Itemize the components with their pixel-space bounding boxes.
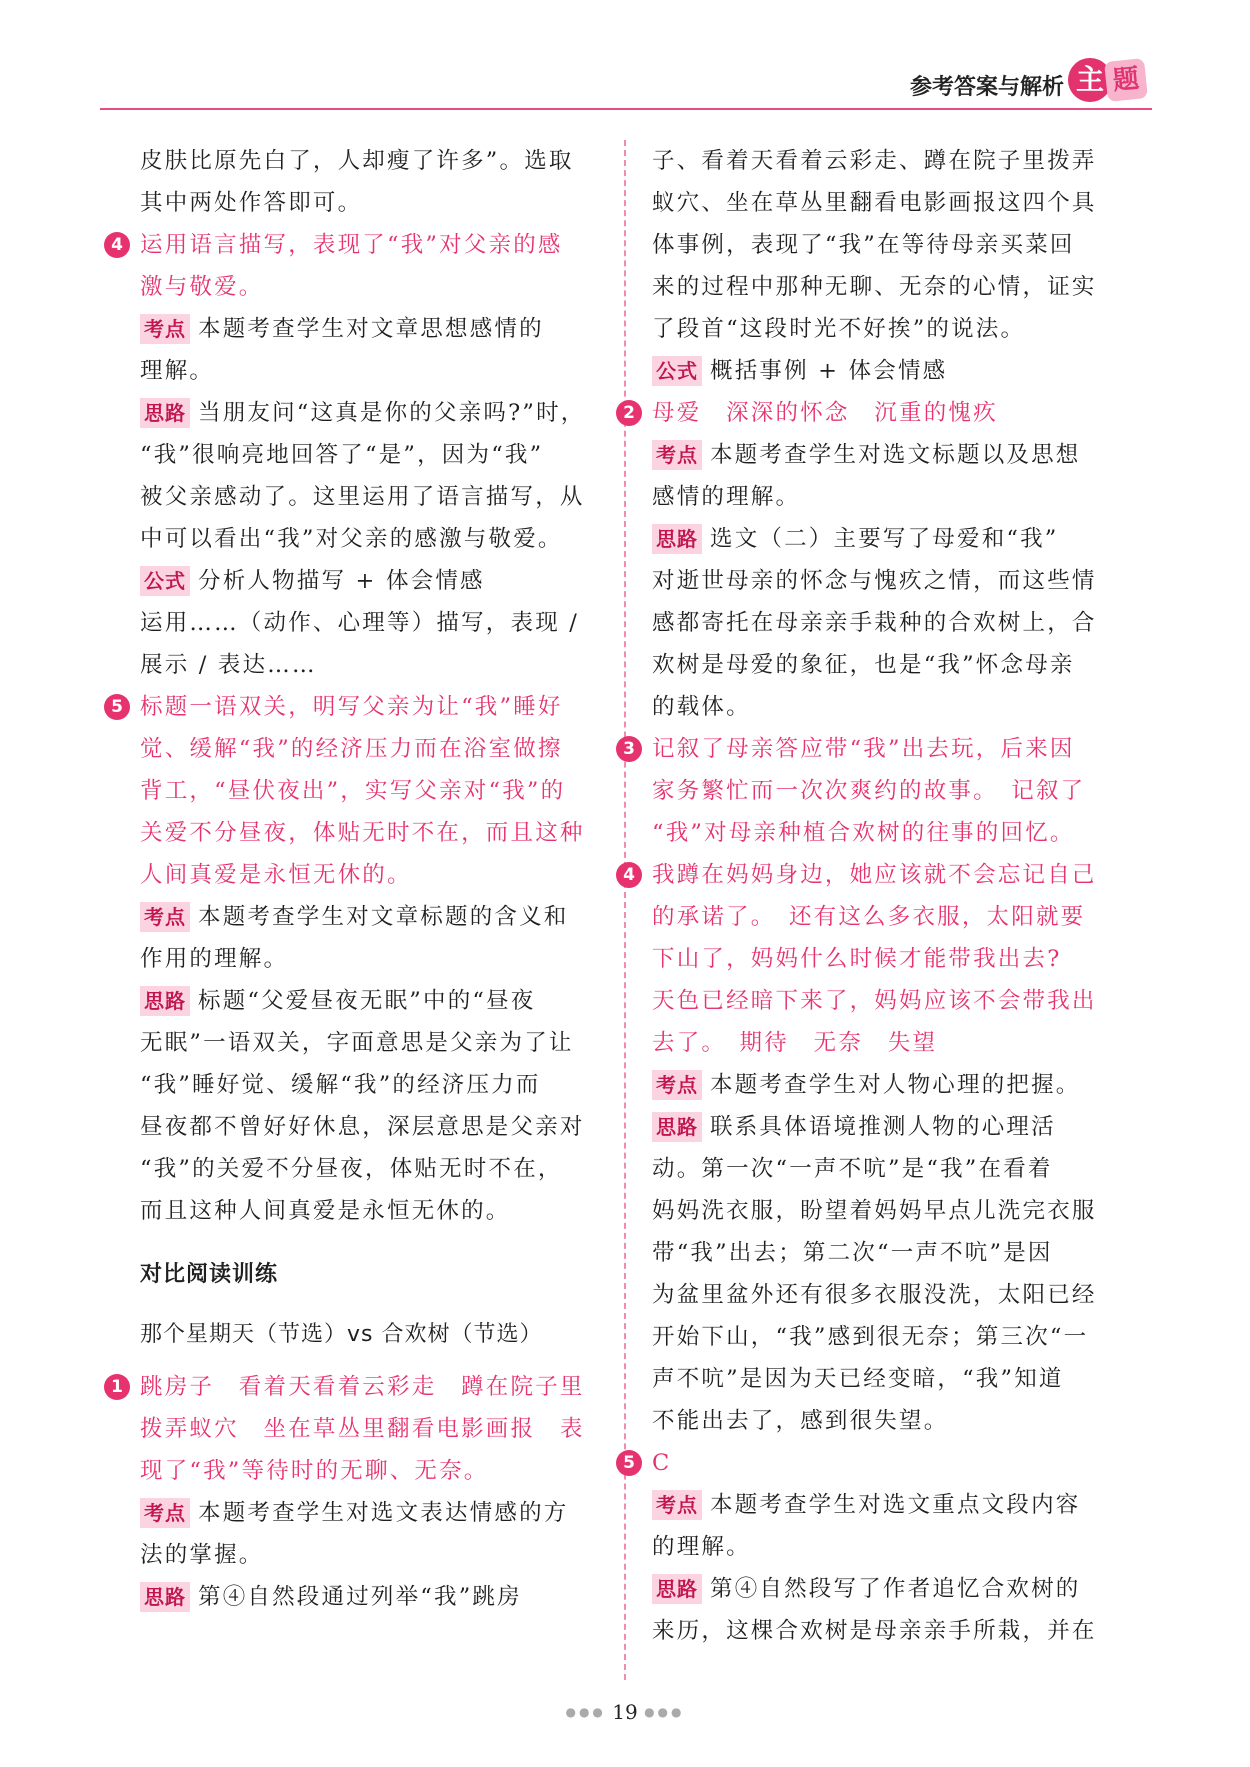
text-line: 展示 / 表达…… — [140, 652, 317, 678]
kaodian-tag: 考点 — [140, 902, 190, 932]
text-line: 来历，这棵合欢树是母亲亲手所栽，并在 — [652, 1618, 1097, 1644]
text-line: “我”的关爱不分昼夜，体贴无时不在， — [140, 1156, 563, 1182]
kaodian-tag: 考点 — [652, 1490, 702, 1520]
badge-left: 主 — [1068, 58, 1112, 102]
answer-4: 4 我蹲在妈妈身边，她应该就不会忘记自己 — [652, 854, 1152, 896]
page-number-value: 19 — [612, 1700, 638, 1724]
text-line: 声不吭”是因为天已经变暗，“我”知道 — [652, 1366, 1064, 1392]
text-line: 子、看着天看着云彩走、蹲在院子里拨弄 — [652, 148, 1097, 174]
kaodian-tag: 考点 — [140, 1498, 190, 1528]
answer-line: 的承诺了。 还有这么多衣服，太阳就要 — [652, 904, 1086, 930]
text-line: 妈妈洗衣服，盼望着妈妈早点儿洗完衣服 — [652, 1198, 1097, 1224]
silu: 思路 选文（二）主要写了母爱和“我” — [652, 518, 1152, 560]
text-line: 而且这种人间真爱是永恒无休的。 — [140, 1198, 511, 1224]
question-number-badge: 3 — [616, 736, 642, 762]
page-dots-right: ●●● — [644, 1705, 685, 1719]
text-line: 开始下山，“我”感到很无奈；第三次“一 — [652, 1324, 1089, 1350]
kaodian: 考点 本题考查学生对选文标题以及思想 — [652, 434, 1152, 476]
text-line: 的载体。 — [652, 694, 751, 720]
text-line: 皮肤比原先白了，人却瘦了许多”。选取 — [140, 148, 574, 174]
text-line: 的理解。 — [652, 1534, 751, 1560]
answer-4: 4 运用语言描写，表现了“我”对父亲的感 — [140, 224, 598, 266]
left-column — [111, 140, 598, 1618]
answer-5: 5 标题一语双关，明写父亲为让“我”睡好 — [140, 686, 598, 728]
badge-right: 题 — [1104, 58, 1148, 102]
text-line: 理解。 — [140, 358, 215, 384]
answer-3: 3 记叙了母亲答应带“我”出去玩，后来因 — [652, 728, 1152, 770]
text-line: 带“我”出去；第二次“一声不吭”是因 — [652, 1240, 1053, 1266]
answer-1: 1 跳房子 看着天看着云彩走 蹲在院子里 — [140, 1366, 598, 1408]
text-line: 感都寄托在母亲亲手栽种的合欢树上，合 — [652, 610, 1097, 636]
text-line: 无眠”一语双关，字面意思是父亲为了让 — [140, 1030, 574, 1056]
text-line: 了段首“这段时光不好挨”的说法。 — [652, 316, 1026, 342]
text-line: 动。第一次“一声不吭”是“我”在看着 — [652, 1156, 1053, 1182]
answer-line: 下山了，妈妈什么时候才能带我出去? — [652, 946, 1062, 972]
text-line: 昼夜都不曾好好休息，深层意思是父亲对 — [140, 1114, 585, 1140]
text-line: 来的过程中那种无聊、无奈的心情，证实 — [652, 274, 1097, 300]
header-rule — [100, 108, 1152, 110]
text-line: 为盆里盆外还有很多衣服没洗，太阳已经 — [652, 1282, 1097, 1308]
gongshi-tag: 公式 — [140, 566, 190, 596]
gongshi: 公式 概括事例 + 体会情感 — [652, 350, 1152, 392]
silu: 思路 第④自然段通过列举“我”跳房 — [140, 1576, 598, 1618]
page-number — [0, 1700, 1250, 1724]
text-line: “我”很响亮地回答了“是”，因为“我” — [140, 442, 544, 468]
gongshi: 公式 分析人物描写 + 体会情感 — [140, 560, 598, 602]
answer-line: “我”对母亲种植合欢树的往事的回忆。 — [652, 820, 1075, 846]
silu: 思路 联系具体语境推测人物的心理活 — [652, 1106, 1152, 1148]
question-number-badge: 5 — [616, 1450, 642, 1476]
silu-tag: 思路 — [140, 398, 190, 428]
question-number-badge: 5 — [104, 694, 130, 720]
kaodian-tag: 考点 — [140, 314, 190, 344]
silu-tag: 思路 — [652, 1574, 702, 1604]
section-title: 对比阅读训练 — [140, 1262, 279, 1287]
kaodian: 考点 本题考查学生对文章思想感情的 — [140, 308, 598, 350]
answer-line: 人间真爱是永恒无休的。 — [140, 862, 412, 888]
column-divider — [624, 140, 626, 1680]
topic-badge — [1068, 56, 1150, 104]
passage-title: 那个星期天（节选）vs 合欢树（节选） — [140, 1322, 543, 1347]
header-title: 参考答案与解析 — [909, 75, 1064, 100]
silu: 思路 第④自然段写了作者追忆合欢树的 — [652, 1568, 1152, 1610]
silu-tag: 思路 — [140, 986, 190, 1016]
silu-tag: 思路 — [140, 1582, 190, 1612]
answer-line: 拨弄蚁穴 坐在草丛里翻看电影画报 表 — [140, 1416, 585, 1442]
answer-line: 去了。 期待 无奈 失望 — [652, 1030, 938, 1056]
text-line: 不能出去了，感到很失望。 — [652, 1408, 949, 1434]
text-line: “我”睡好觉、缓解“我”的经济压力而 — [140, 1072, 541, 1098]
text-line: 体事例，表现了“我”在等待母亲买菜回 — [652, 232, 1075, 258]
question-number-badge: 4 — [104, 232, 130, 258]
kaodian-tag: 考点 — [652, 1070, 702, 1100]
kaodian: 考点 本题考查学生对选文重点文段内容 — [652, 1484, 1152, 1526]
answer-line: 关爱不分昼夜，体贴无时不在，而且这种 — [140, 820, 585, 846]
gongshi-tag: 公式 — [652, 356, 702, 386]
silu-tag: 思路 — [652, 524, 702, 554]
text-line: 法的掌握。 — [140, 1542, 264, 1568]
silu: 思路 标题“父爱昼夜无眠”中的“昼夜 — [140, 980, 598, 1022]
answer-line: 觉、缓解“我”的经济压力而在浴室做擦 — [140, 736, 563, 762]
kaodian: 考点 本题考查学生对文章标题的含义和 — [140, 896, 598, 938]
question-number-badge: 4 — [616, 862, 642, 888]
text-line: 蚁穴、坐在草丛里翻看电影画报这四个具 — [652, 190, 1097, 216]
text-line: 感情的理解。 — [652, 484, 801, 510]
kaodian: 考点 本题考查学生对选文表达情感的方 — [140, 1492, 598, 1534]
kaodian-tag: 考点 — [652, 440, 702, 470]
answer-line: 激与敬爱。 — [140, 274, 264, 300]
answer-5: 5 C — [652, 1442, 1152, 1484]
answer-2: 2 母爱 深深的怀念 沉重的愧疚 — [652, 392, 1152, 434]
text-line: 欢树是母爱的象征，也是“我”怀念母亲 — [652, 652, 1075, 678]
right-column — [623, 140, 1152, 1652]
silu-tag: 思路 — [652, 1112, 702, 1142]
answer-line: 现了“我”等待时的无聊、无奈。 — [140, 1458, 489, 1484]
answer-line: 天色已经暗下来了，妈妈应该不会带我出 — [652, 988, 1097, 1014]
text-line: 被父亲感动了。这里运用了语言描写，从 — [140, 484, 585, 510]
text-line: 中可以看出“我”对父亲的感激与敬爱。 — [140, 526, 563, 552]
answer-line: 家务繁忙而一次次爽约的故事。 记叙了 — [652, 778, 1086, 804]
page-header — [0, 0, 1250, 112]
question-number-badge: 2 — [616, 400, 642, 426]
kaodian: 考点 本题考查学生对人物心理的把握。 — [652, 1064, 1152, 1106]
silu: 思路 当朋友问“这真是你的父亲吗?”时， — [140, 392, 598, 434]
text-line: 对逝世母亲的怀念与愧疚之情，而这些情 — [652, 568, 1097, 594]
page-dots-left: ●●● — [565, 1705, 606, 1719]
text-line: 作用的理解。 — [140, 946, 289, 972]
answer-line: 背工，“昼伏夜出”，实写父亲对“我”的 — [140, 778, 566, 804]
text-line: 运用……（动作、心理等）描写，表现 / — [140, 610, 580, 636]
text-line: 其中两处作答即可。 — [140, 190, 363, 216]
question-number-badge: 1 — [104, 1374, 130, 1400]
